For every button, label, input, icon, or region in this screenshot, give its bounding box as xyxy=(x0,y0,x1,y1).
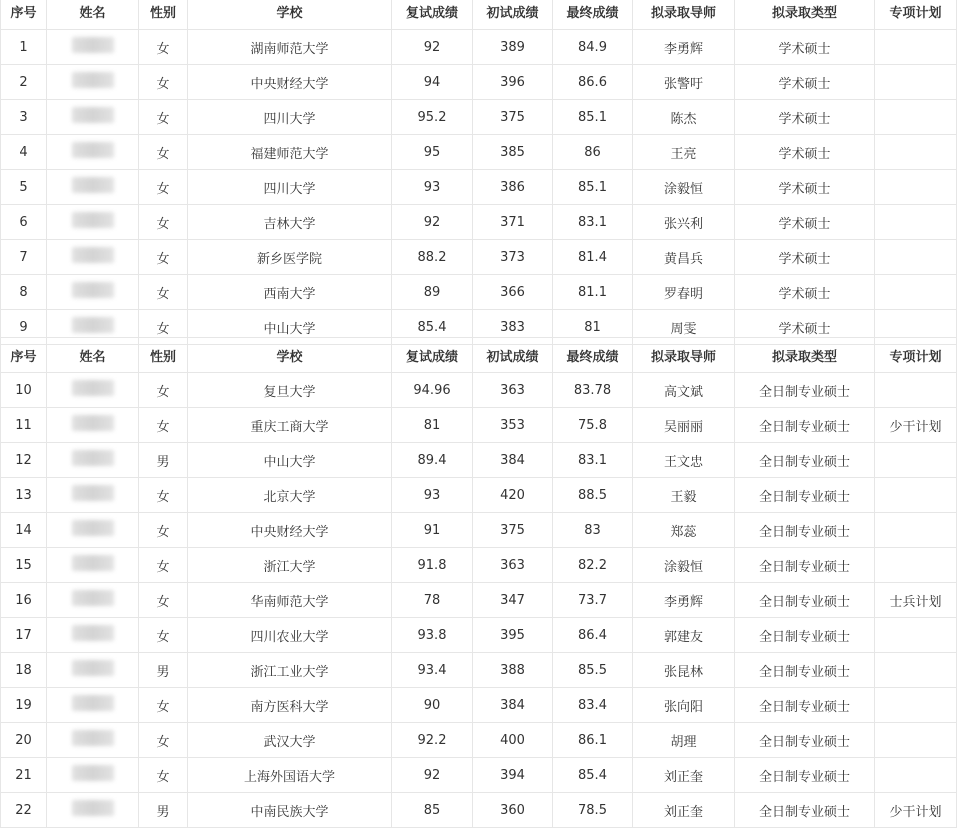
cell-final: 81.1 xyxy=(553,275,633,310)
cell-final: 86.1 xyxy=(553,723,633,758)
cell-no: 16 xyxy=(1,583,47,618)
cell-final: 86.6 xyxy=(553,65,633,100)
cell-gender: 女 xyxy=(139,688,188,723)
cell-advisor: 涂毅恒 xyxy=(633,170,735,205)
cell-retest: 93 xyxy=(392,478,473,513)
cell-plan xyxy=(875,513,957,548)
cell-initial: 384 xyxy=(473,688,553,723)
cell-initial: 420 xyxy=(473,478,553,513)
cell-name xyxy=(47,443,139,478)
cell-initial: 353 xyxy=(473,408,553,443)
table-row xyxy=(1,275,957,310)
header-initial: 初试成绩 xyxy=(473,0,553,30)
cell-plan: 少干计划 xyxy=(875,408,957,443)
cell-retest: 92 xyxy=(392,205,473,240)
cell-school: 南方医科大学 xyxy=(188,688,392,723)
cell-name xyxy=(47,275,139,310)
cell-no: 18 xyxy=(1,653,47,688)
cell-advisor: 王毅 xyxy=(633,478,735,513)
header-retest: 复试成绩 xyxy=(392,0,473,30)
header-gender: 性别 xyxy=(139,0,188,30)
header-initial: 初试成绩 xyxy=(473,338,553,373)
table-row xyxy=(1,758,957,793)
cell-final: 88.5 xyxy=(553,478,633,513)
cell-final: 85.1 xyxy=(553,170,633,205)
cell-type: 全日制专业硕士 xyxy=(735,618,875,653)
cell-name xyxy=(47,758,139,793)
cell-initial: 371 xyxy=(473,205,553,240)
header-school: 学校 xyxy=(188,338,392,373)
cell-plan xyxy=(875,275,957,310)
redacted-name xyxy=(72,37,114,53)
cell-school: 中南民族大学 xyxy=(188,793,392,828)
redacted-name xyxy=(72,380,114,396)
cell-retest: 88.2 xyxy=(392,240,473,275)
cell-final: 83.1 xyxy=(553,205,633,240)
cell-school: 福建师范大学 xyxy=(188,135,392,170)
cell-gender: 女 xyxy=(139,373,188,408)
cell-type: 学术硕士 xyxy=(735,135,875,170)
cell-type: 全日制专业硕士 xyxy=(735,478,875,513)
cell-no: 12 xyxy=(1,443,47,478)
redacted-name xyxy=(72,590,114,606)
cell-no: 13 xyxy=(1,478,47,513)
cell-no: 22 xyxy=(1,793,47,828)
cell-type: 学术硕士 xyxy=(735,205,875,240)
cell-plan xyxy=(875,65,957,100)
cell-final: 78.5 xyxy=(553,793,633,828)
redacted-name xyxy=(72,485,114,501)
cell-initial: 373 xyxy=(473,240,553,275)
cell-plan xyxy=(875,653,957,688)
cell-school: 湖南师范大学 xyxy=(188,30,392,65)
redacted-name xyxy=(72,730,114,746)
cell-initial: 386 xyxy=(473,170,553,205)
cell-advisor: 刘正奎 xyxy=(633,758,735,793)
table-row xyxy=(1,793,957,828)
cell-gender: 女 xyxy=(139,548,188,583)
cell-no: 17 xyxy=(1,618,47,653)
cell-final: 82.2 xyxy=(553,548,633,583)
table-row xyxy=(1,478,957,513)
cell-retest: 90 xyxy=(392,688,473,723)
cell-final: 83.4 xyxy=(553,688,633,723)
cell-initial: 388 xyxy=(473,653,553,688)
cell-gender: 女 xyxy=(139,275,188,310)
cell-school: 华南师范大学 xyxy=(188,583,392,618)
cell-initial: 366 xyxy=(473,275,553,310)
cell-initial: 389 xyxy=(473,30,553,65)
cell-final: 84.9 xyxy=(553,30,633,65)
cell-school: 重庆工商大学 xyxy=(188,408,392,443)
table-row xyxy=(1,443,957,478)
cell-plan xyxy=(875,135,957,170)
cell-final: 86.4 xyxy=(553,618,633,653)
cell-name xyxy=(47,653,139,688)
cell-plan xyxy=(875,758,957,793)
cell-final: 81.4 xyxy=(553,240,633,275)
table-row xyxy=(1,30,957,65)
header-final: 最终成绩 xyxy=(553,0,633,30)
cell-no: 10 xyxy=(1,373,47,408)
cell-no: 2 xyxy=(1,65,47,100)
cell-advisor: 李勇辉 xyxy=(633,583,735,618)
table-row xyxy=(1,135,957,170)
cell-type: 学术硕士 xyxy=(735,240,875,275)
cell-advisor: 黄昌兵 xyxy=(633,240,735,275)
cell-initial: 347 xyxy=(473,583,553,618)
cell-retest: 93.4 xyxy=(392,653,473,688)
redacted-name xyxy=(72,415,114,431)
cell-retest: 95 xyxy=(392,135,473,170)
table-row xyxy=(1,408,957,443)
cell-advisor: 张警吁 xyxy=(633,65,735,100)
cell-retest: 91 xyxy=(392,513,473,548)
cell-name xyxy=(47,30,139,65)
cell-gender: 女 xyxy=(139,408,188,443)
cell-initial: 363 xyxy=(473,373,553,408)
cell-final: 85.1 xyxy=(553,100,633,135)
redacted-name xyxy=(72,765,114,781)
redacted-name xyxy=(72,247,114,263)
cell-gender: 男 xyxy=(139,793,188,828)
table-row xyxy=(1,240,957,275)
header-advisor: 拟录取导师 xyxy=(633,0,735,30)
cell-type: 全日制专业硕士 xyxy=(735,513,875,548)
table-row xyxy=(1,373,957,408)
table-row xyxy=(1,170,957,205)
cell-advisor: 胡理 xyxy=(633,723,735,758)
cell-advisor: 王亮 xyxy=(633,135,735,170)
cell-plan xyxy=(875,723,957,758)
cell-retest: 81 xyxy=(392,408,473,443)
cell-school: 四川大学 xyxy=(188,100,392,135)
cell-initial: 400 xyxy=(473,723,553,758)
cell-initial: 384 xyxy=(473,443,553,478)
cell-final: 81 xyxy=(553,310,633,345)
cell-gender: 女 xyxy=(139,723,188,758)
cell-final: 83.1 xyxy=(553,443,633,478)
redacted-name xyxy=(72,72,114,88)
cell-initial: 383 xyxy=(473,310,553,345)
cell-school: 复旦大学 xyxy=(188,373,392,408)
cell-type: 学术硕士 xyxy=(735,275,875,310)
header-school: 学校 xyxy=(188,0,392,30)
cell-advisor: 罗春明 xyxy=(633,275,735,310)
cell-plan xyxy=(875,30,957,65)
table-row xyxy=(1,618,957,653)
cell-name xyxy=(47,240,139,275)
cell-advisor: 陈杰 xyxy=(633,100,735,135)
cell-retest: 91.8 xyxy=(392,548,473,583)
cell-final: 85.5 xyxy=(553,653,633,688)
cell-gender: 男 xyxy=(139,653,188,688)
cell-no: 11 xyxy=(1,408,47,443)
cell-initial: 360 xyxy=(473,793,553,828)
cell-name xyxy=(47,408,139,443)
cell-no: 8 xyxy=(1,275,47,310)
cell-plan xyxy=(875,373,957,408)
cell-advisor: 王文忠 xyxy=(633,443,735,478)
header-gender: 性别 xyxy=(139,338,188,373)
cell-advisor: 张向阳 xyxy=(633,688,735,723)
cell-school: 浙江大学 xyxy=(188,548,392,583)
professional-master-table xyxy=(0,337,957,828)
cell-advisor: 刘正奎 xyxy=(633,793,735,828)
redacted-name xyxy=(72,177,114,193)
cell-initial: 394 xyxy=(473,758,553,793)
cell-retest: 94.96 xyxy=(392,373,473,408)
cell-type: 全日制专业硕士 xyxy=(735,548,875,583)
cell-plan xyxy=(875,240,957,275)
cell-gender: 女 xyxy=(139,170,188,205)
cell-no: 19 xyxy=(1,688,47,723)
redacted-name xyxy=(72,450,114,466)
cell-retest: 95.2 xyxy=(392,100,473,135)
cell-gender: 女 xyxy=(139,100,188,135)
cell-no: 4 xyxy=(1,135,47,170)
cell-initial: 395 xyxy=(473,618,553,653)
cell-name xyxy=(47,478,139,513)
redacted-name xyxy=(72,625,114,641)
cell-retest: 92 xyxy=(392,30,473,65)
cell-no: 1 xyxy=(1,30,47,65)
cell-retest: 93.8 xyxy=(392,618,473,653)
cell-no: 21 xyxy=(1,758,47,793)
redacted-name xyxy=(72,282,114,298)
header-row xyxy=(1,0,957,30)
cell-retest: 78 xyxy=(392,583,473,618)
cell-initial: 375 xyxy=(473,513,553,548)
cell-no: 15 xyxy=(1,548,47,583)
cell-name xyxy=(47,65,139,100)
table-row xyxy=(1,100,957,135)
cell-name xyxy=(47,618,139,653)
cell-retest: 85 xyxy=(392,793,473,828)
cell-plan xyxy=(875,205,957,240)
header-type: 拟录取类型 xyxy=(735,0,875,30)
cell-school: 中央财经大学 xyxy=(188,65,392,100)
cell-school: 西南大学 xyxy=(188,275,392,310)
cell-advisor: 李勇辉 xyxy=(633,30,735,65)
redacted-name xyxy=(72,555,114,571)
cell-initial: 375 xyxy=(473,100,553,135)
table-row xyxy=(1,205,957,240)
header-advisor: 拟录取导师 xyxy=(633,338,735,373)
cell-school: 武汉大学 xyxy=(188,723,392,758)
cell-name xyxy=(47,205,139,240)
cell-gender: 女 xyxy=(139,310,188,345)
cell-type: 全日制专业硕士 xyxy=(735,793,875,828)
cell-type: 全日制专业硕士 xyxy=(735,758,875,793)
cell-type: 全日制专业硕士 xyxy=(735,653,875,688)
cell-school: 新乡医学院 xyxy=(188,240,392,275)
header-plan: 专项计划 xyxy=(875,0,957,30)
cell-school: 浙江工业大学 xyxy=(188,653,392,688)
cell-final: 85.4 xyxy=(553,758,633,793)
cell-plan xyxy=(875,478,957,513)
header-retest: 复试成绩 xyxy=(392,338,473,373)
redacted-name xyxy=(72,695,114,711)
cell-final: 86 xyxy=(553,135,633,170)
cell-name xyxy=(47,723,139,758)
redacted-name xyxy=(72,317,114,333)
cell-school: 四川大学 xyxy=(188,170,392,205)
cell-no: 7 xyxy=(1,240,47,275)
cell-gender: 女 xyxy=(139,135,188,170)
cell-initial: 363 xyxy=(473,548,553,583)
cell-no: 5 xyxy=(1,170,47,205)
cell-advisor: 吴丽丽 xyxy=(633,408,735,443)
cell-name xyxy=(47,513,139,548)
cell-plan: 士兵计划 xyxy=(875,583,957,618)
cell-name xyxy=(47,373,139,408)
table-row xyxy=(1,548,957,583)
cell-type: 全日制专业硕士 xyxy=(735,723,875,758)
cell-plan: 少干计划 xyxy=(875,793,957,828)
cell-type: 学术硕士 xyxy=(735,310,875,345)
cell-retest: 93 xyxy=(392,170,473,205)
cell-advisor: 高文斌 xyxy=(633,373,735,408)
cell-retest: 89 xyxy=(392,275,473,310)
cell-gender: 女 xyxy=(139,583,188,618)
cell-type: 全日制专业硕士 xyxy=(735,408,875,443)
redacted-name xyxy=(72,142,114,158)
cell-final: 75.8 xyxy=(553,408,633,443)
header-no: 序号 xyxy=(1,0,47,30)
cell-type: 学术硕士 xyxy=(735,30,875,65)
cell-retest: 89.4 xyxy=(392,443,473,478)
redacted-name xyxy=(72,800,114,816)
redacted-name xyxy=(72,660,114,676)
cell-no: 9 xyxy=(1,310,47,345)
cell-name xyxy=(47,548,139,583)
cell-name xyxy=(47,170,139,205)
cell-gender: 男 xyxy=(139,443,188,478)
cell-type: 全日制专业硕士 xyxy=(735,688,875,723)
header-name: 姓名 xyxy=(47,338,139,373)
cell-name xyxy=(47,688,139,723)
cell-gender: 女 xyxy=(139,618,188,653)
cell-advisor: 张昆林 xyxy=(633,653,735,688)
cell-final: 83 xyxy=(553,513,633,548)
cell-no: 6 xyxy=(1,205,47,240)
cell-advisor: 郭建友 xyxy=(633,618,735,653)
cell-retest: 85.4 xyxy=(392,310,473,345)
cell-school: 四川农业大学 xyxy=(188,618,392,653)
cell-advisor: 周雯 xyxy=(633,310,735,345)
academic-master-table xyxy=(0,0,957,345)
cell-plan xyxy=(875,548,957,583)
cell-advisor: 郑蕊 xyxy=(633,513,735,548)
cell-school: 中山大学 xyxy=(188,310,392,345)
cell-plan xyxy=(875,443,957,478)
table-row xyxy=(1,583,957,618)
cell-initial: 385 xyxy=(473,135,553,170)
cell-final: 83.78 xyxy=(553,373,633,408)
cell-gender: 女 xyxy=(139,478,188,513)
cell-name xyxy=(47,100,139,135)
cell-name xyxy=(47,793,139,828)
cell-type: 全日制专业硕士 xyxy=(735,373,875,408)
cell-advisor: 涂毅恒 xyxy=(633,548,735,583)
cell-final: 73.7 xyxy=(553,583,633,618)
cell-school: 北京大学 xyxy=(188,478,392,513)
header-final: 最终成绩 xyxy=(553,338,633,373)
header-name: 姓名 xyxy=(47,0,139,30)
table-row xyxy=(1,653,957,688)
cell-initial: 396 xyxy=(473,65,553,100)
cell-advisor: 张兴利 xyxy=(633,205,735,240)
cell-type: 学术硕士 xyxy=(735,170,875,205)
cell-gender: 女 xyxy=(139,205,188,240)
cell-gender: 女 xyxy=(139,513,188,548)
cell-no: 20 xyxy=(1,723,47,758)
redacted-name xyxy=(72,107,114,123)
cell-name xyxy=(47,135,139,170)
cell-school: 吉林大学 xyxy=(188,205,392,240)
table-row xyxy=(1,513,957,548)
cell-name xyxy=(47,583,139,618)
cell-school: 中山大学 xyxy=(188,443,392,478)
cell-gender: 女 xyxy=(139,65,188,100)
cell-gender: 女 xyxy=(139,758,188,793)
header-type: 拟录取类型 xyxy=(735,338,875,373)
table-row xyxy=(1,723,957,758)
cell-plan xyxy=(875,618,957,653)
cell-no: 14 xyxy=(1,513,47,548)
cell-plan xyxy=(875,100,957,135)
cell-gender: 女 xyxy=(139,30,188,65)
cell-type: 全日制专业硕士 xyxy=(735,583,875,618)
table-row xyxy=(1,688,957,723)
cell-retest: 94 xyxy=(392,65,473,100)
header-plan: 专项计划 xyxy=(875,338,957,373)
header-no: 序号 xyxy=(1,338,47,373)
cell-gender: 女 xyxy=(139,240,188,275)
cell-retest: 92.2 xyxy=(392,723,473,758)
cell-retest: 92 xyxy=(392,758,473,793)
cell-plan xyxy=(875,170,957,205)
cell-type: 学术硕士 xyxy=(735,65,875,100)
cell-school: 中央财经大学 xyxy=(188,513,392,548)
cell-type: 学术硕士 xyxy=(735,100,875,135)
cell-school: 上海外国语大学 xyxy=(188,758,392,793)
redacted-name xyxy=(72,520,114,536)
redacted-name xyxy=(72,212,114,228)
header-row xyxy=(1,338,957,373)
cell-type: 全日制专业硕士 xyxy=(735,443,875,478)
cell-plan xyxy=(875,688,957,723)
cell-no: 3 xyxy=(1,100,47,135)
table-row xyxy=(1,65,957,100)
